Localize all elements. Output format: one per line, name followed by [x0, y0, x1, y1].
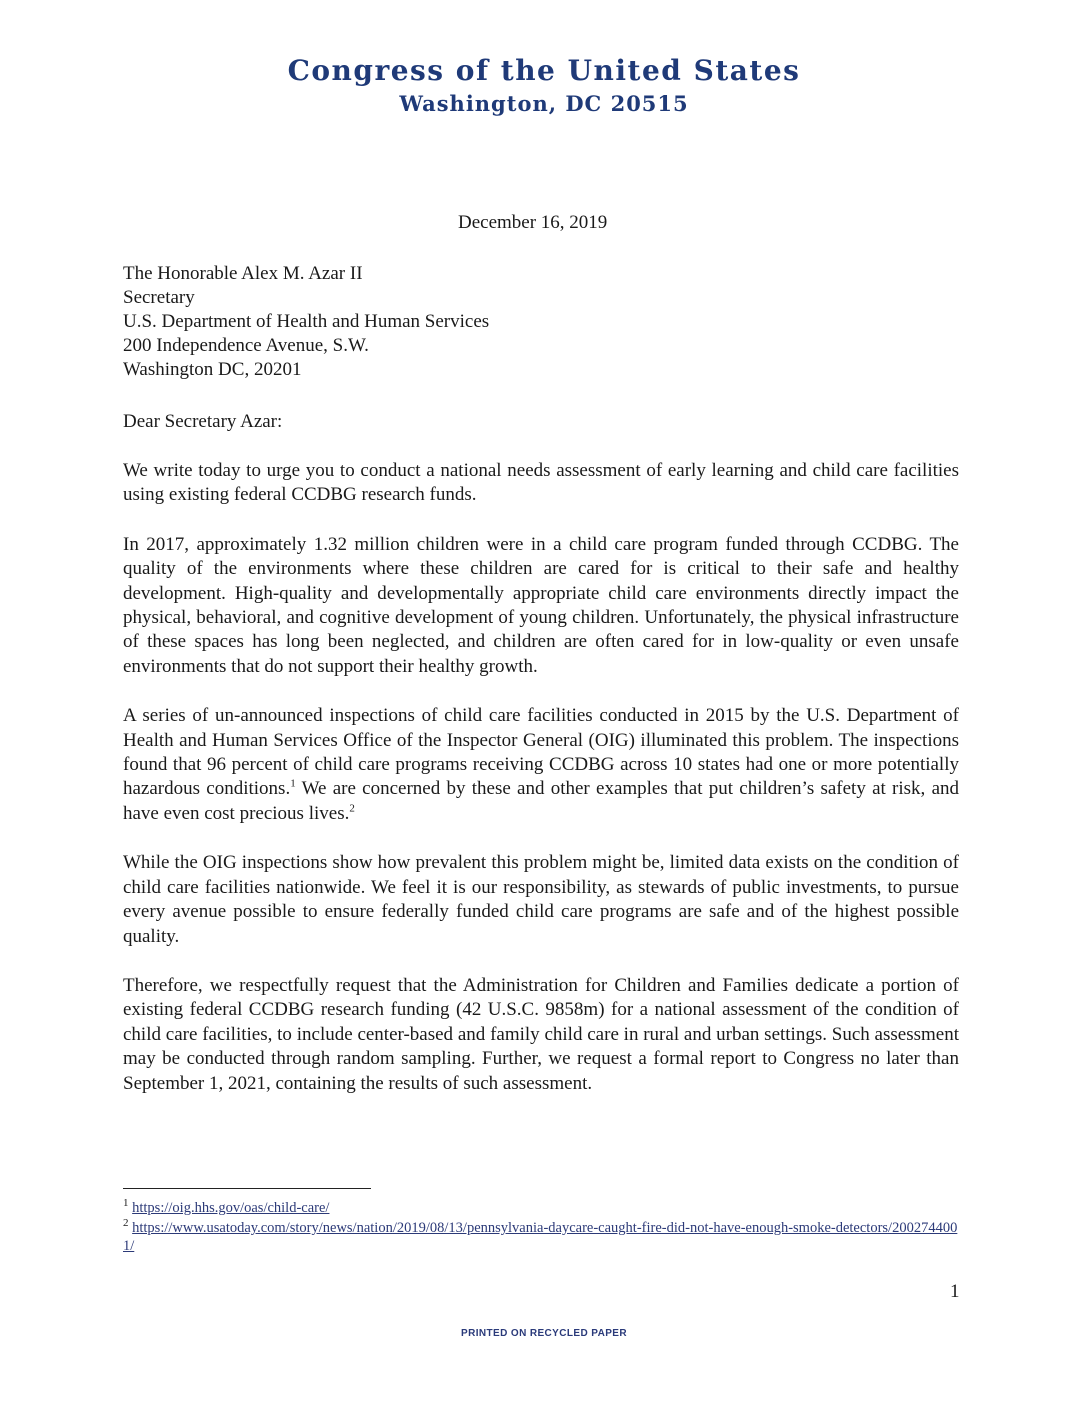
footnote-1 — [123, 1199, 963, 1217]
recipient-address — [123, 262, 489, 382]
footnote-2 — [123, 1219, 963, 1255]
paragraph-2: In 2017, approximately 1.32 million children were in a child care program funded through CCDBG. The quality of the environments where these children are cared for is critical to their safe and healthy development. High-quality and developmentally appropriate child care environments directly impact the physical, behavioral, and cognitive development of young children. Unfortunately, the physical infrastructure of these spaces has long been neglected, and children are often cared for in low-quality or even unsafe environments that do not support their healthy growth. — [123, 533, 959, 677]
paragraph-5: Therefore, we respectfully request that the Administration for Children and Families dedicate a portion of existing federal CCDBG research funding (42 U.S.C. 9858m) for a national assessment of the condition of child care facilities, to include center-based and family child care in rural and urban settings. Such assessment may be conducted through random sampling. Further, we request a formal report to Congress no later than September 1, 2021, containing the results of such assessment. — [123, 974, 959, 1094]
address-line-title: Secretary — [123, 287, 195, 308]
letter-date: December 16, 2019 — [458, 212, 608, 233]
paragraph-3-text-a: A series of un-announced inspections of child care facilities conducted in 2015 by the U.S. Department of Health and Human Services Office of the Inspector General (OIG) illuminated this problem. The inspections found that 96 percent of child care programs receiving CCDBG across 10 states had one or more potentially hazardous conditions. — [123, 705, 959, 800]
salutation: Dear Secretary Azar: — [123, 411, 283, 432]
footnote-link[interactable]: https://www.usatoday.com/story/news/nation/2019/08/13/pennsylvania-daycare-caught-fire-did-not-have-enough-smoke-detectors/2002744001/ — [123, 1220, 958, 1254]
footnote-link[interactable]: https://oig.hhs.gov/oas/child-care/ — [132, 1200, 330, 1216]
address-line-city: Washington DC, 20201 — [123, 359, 302, 380]
letterhead-title: Congress of the United States — [287, 54, 801, 87]
address-line-department: U.S. Department of Health and Human Services — [123, 311, 490, 332]
paragraph-3-text-b: We are concerned by these and other examples that put children’s safety at risk, and have even cost precious lives. — [123, 778, 959, 824]
letterhead-subtitle: Washington, DC 20515 — [399, 91, 689, 116]
address-line-street: 200 Independence Avenue, S.W. — [123, 335, 369, 356]
footnotes — [123, 1199, 963, 1257]
address-line-name: The Honorable Alex M. Azar II — [123, 263, 363, 284]
paragraph-3 — [123, 704, 959, 826]
footnote-number: 2 — [123, 1217, 129, 1230]
footnote-number: 1 — [123, 1197, 129, 1210]
paragraph-1: We write today to urge you to conduct a national needs assessment of early learning and child care facilities using existing federal CCDBG research funds. — [123, 460, 959, 506]
recycled-paper-notice: PRINTED ON RECYCLED PAPER — [461, 1328, 627, 1339]
letterhead — [0, 54, 1088, 118]
paragraph-4: While the OIG inspections show how prevalent this problem might be, limited data exists on the condition of child care facilities nationwide. We feel it is our responsibility, as stewards of public investments, to pursue every avenue possible to ensure federally funded child care programs are safe and of the highest possible quality. — [123, 852, 959, 947]
footnote-divider — [123, 1188, 371, 1189]
page-number: 1 — [950, 1281, 960, 1302]
footnote-ref-1: 1 — [290, 778, 296, 791]
letter-body — [123, 459, 959, 1121]
footnote-ref-2: 2 — [349, 802, 355, 815]
